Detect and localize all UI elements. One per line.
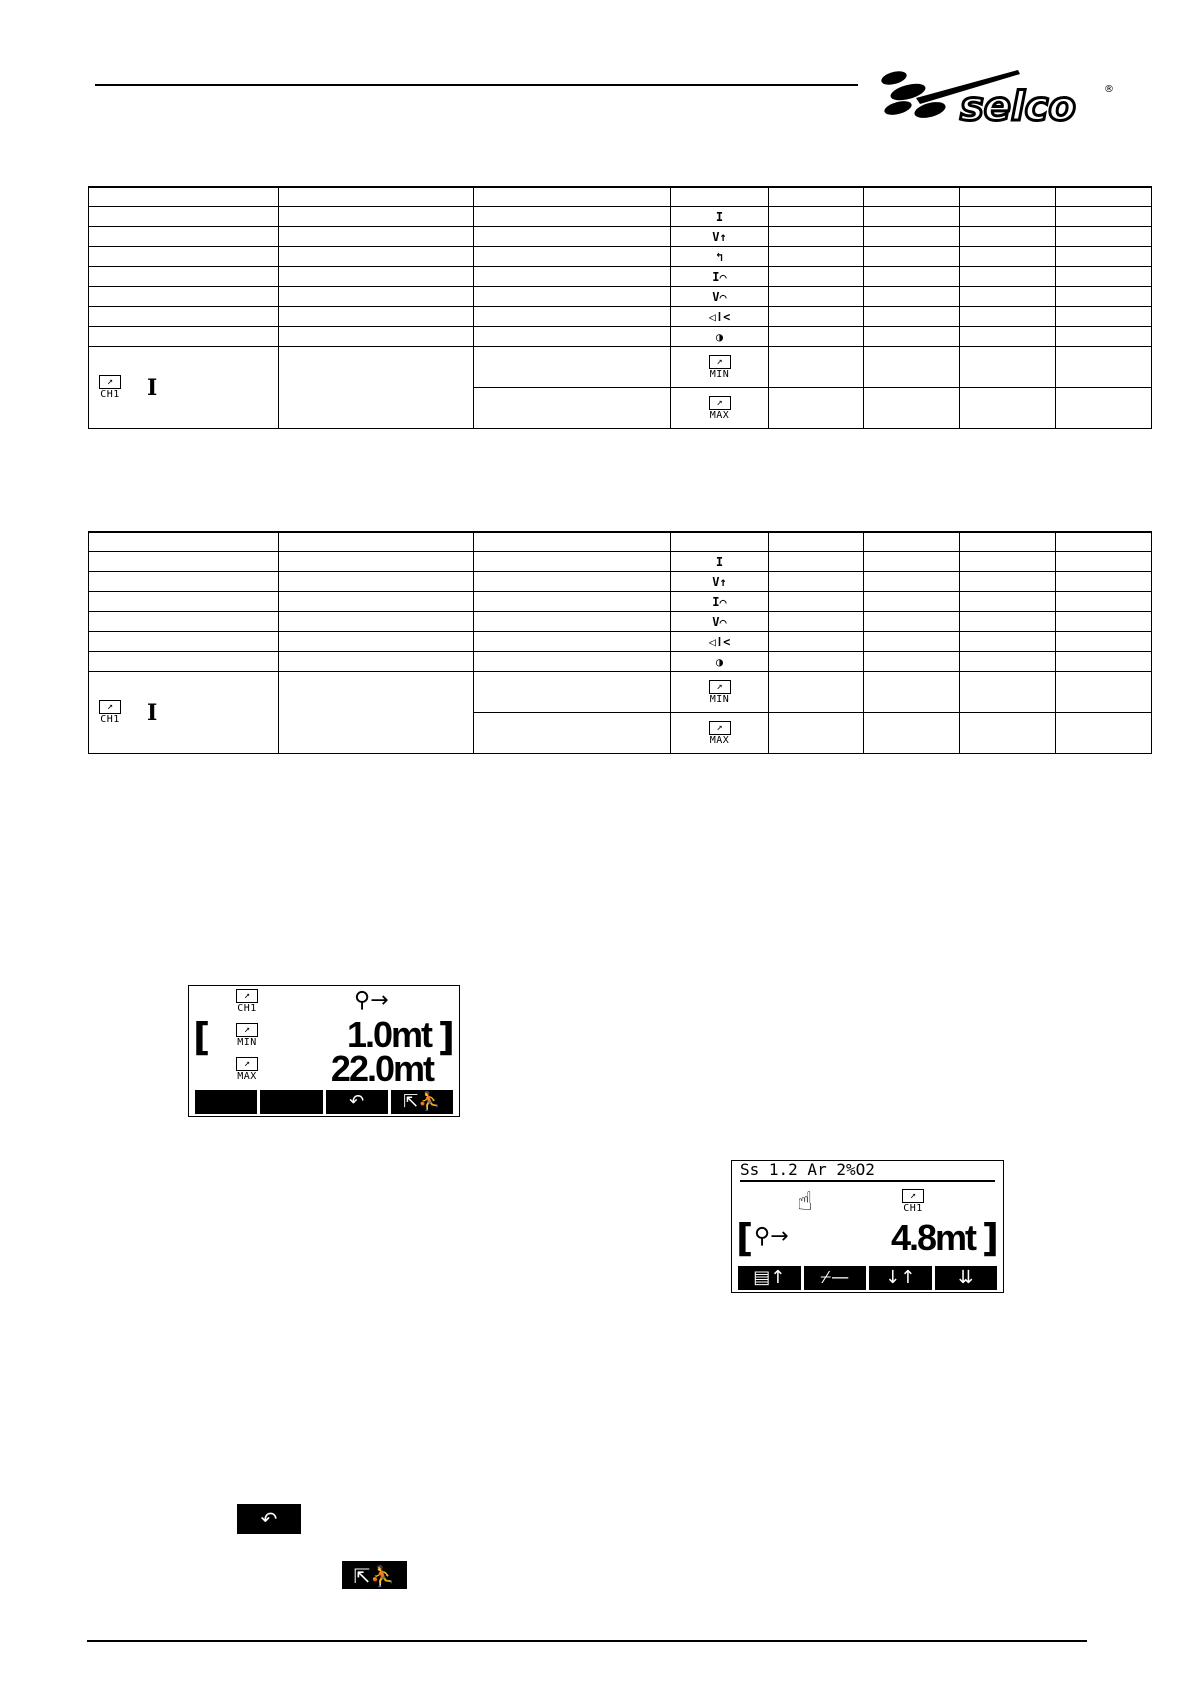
voltage-meter-icon: V⌒ [671,612,769,632]
table-header-row [89,187,1152,207]
table-row [89,572,1152,592]
header-rule [95,84,858,86]
table-row [89,672,1152,713]
lcd-header: Ss 1.2 Ar 2%O2 [740,1161,995,1182]
channel-icon: ↗ CH1 [100,376,120,400]
current-icon: I [671,552,769,572]
min-value: 1.0mt [346,1014,431,1055]
current-meter-icon: I⌒ [671,267,769,287]
fast-down-button[interactable]: ⇊ [935,1266,998,1290]
torch-button[interactable]: ⌿— [804,1266,867,1290]
table-header-row [89,532,1152,552]
min-icon: ↗ MIN [709,680,730,705]
channel-current-cell [89,672,279,754]
contrast-icon: ◑ [671,327,769,347]
back-key-icon: ↶ [237,1504,301,1534]
current-meter-icon: I⌒ [671,592,769,612]
svg-text:®: ® [1104,84,1114,95]
table-row [89,247,1152,267]
exit-button[interactable]: ⇱⛹ [391,1090,453,1114]
lcd-panel-wire-range [188,985,460,1117]
svg-text:selco: selco [960,84,1076,130]
current-icon: I [147,374,158,401]
table-row [89,592,1152,612]
parameter-table-2 [88,531,1152,754]
table-row [89,227,1152,247]
table-row [89,632,1152,652]
bracket-close: ] [981,1216,999,1260]
softkey-bar [195,1090,453,1114]
table-row [89,207,1152,227]
softkey-bar [738,1266,997,1290]
wire-feed-icon: ⚲→ [354,988,389,1013]
wire-length-value: 4.8mt [890,1217,975,1258]
selco-logo-icon [868,62,1116,134]
back-button[interactable]: ↶ [326,1090,388,1114]
channel-icon: ↗ CH1 [237,990,257,1014]
menu-up-button[interactable]: ▤↑ [738,1266,801,1290]
buzzer-icon: ◁ǀ< [671,307,769,327]
table-row [89,612,1152,632]
hand-icon: ☝ [797,1187,813,1217]
max-icon: ↗ MAX [237,1058,257,1082]
max-icon: ↗ MAX [709,396,730,421]
table-row [89,652,1152,672]
voltage-meter-icon: V⌒ [671,287,769,307]
channel-icon: ↗ CH1 [903,1190,923,1214]
current-icon: I [147,699,158,726]
softkey-1[interactable] [195,1090,257,1114]
parameter-table-1 [88,186,1152,429]
exit-key-icon: ⇱⛹ [342,1561,407,1589]
max-icon: ↗ MAX [709,721,730,746]
voltage-up-icon: V↑ [671,572,769,592]
table-row [89,552,1152,572]
bracket-open: [ [193,1015,211,1059]
min-icon: ↗ MIN [709,355,730,380]
bracket-open: [ [736,1216,754,1260]
selco-logo [868,62,1116,134]
voltage-up-icon: V↑ [671,227,769,247]
table-row [89,347,1152,388]
table-row [89,287,1152,307]
lcd-panel-wire-length [731,1160,1004,1293]
channel-current-cell [89,347,279,429]
footer-rule [87,1640,1087,1642]
current-icon: I [671,207,769,227]
buzzer-icon: ◁ǀ< [671,632,769,652]
table-row [89,267,1152,287]
table-row [89,307,1152,327]
inductance-icon: ↰ [671,247,769,267]
bracket-close: ] [437,1015,455,1059]
table-row [89,327,1152,347]
softkey-2[interactable] [260,1090,322,1114]
contrast-icon: ◑ [671,652,769,672]
up-down-button[interactable]: ↓↑ [869,1266,932,1290]
wire-feed-icon: ⚲→ [754,1224,789,1249]
channel-icon: ↗ CH1 [100,701,120,725]
max-value: 22.0mt [330,1048,433,1089]
min-icon: ↗ MIN [237,1024,257,1048]
